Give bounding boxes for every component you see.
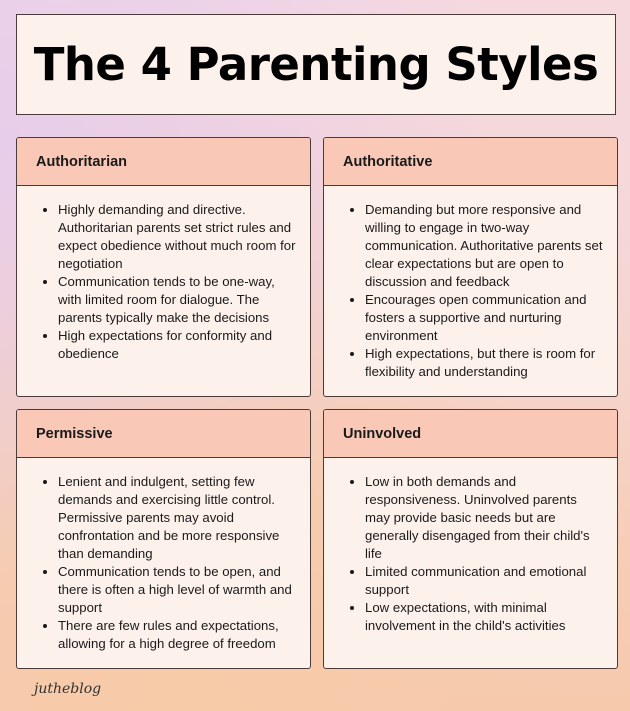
bullet-list bbox=[324, 458, 617, 635]
list-item: • Lenient and indulgent, setting few demands and exercising little control. Permissive parents may avoid confrontation and be more responsive than demanding bbox=[58, 473, 296, 563]
card-permissive bbox=[16, 409, 311, 669]
bullet-list bbox=[17, 458, 310, 653]
bullet-list bbox=[17, 186, 310, 363]
list-item: • High expectations, but there is room for flexibility and understanding bbox=[365, 345, 603, 381]
list-item: • Low expectations, with minimal involvement in the child's activities bbox=[365, 599, 603, 635]
list-item: • Demanding but more responsive and willing to engage in two-way communication. Authoritative parents set clear expectations but are open to discussion and feedback bbox=[365, 201, 603, 291]
list-item: • Encourages open communication and fosters a supportive and nurturing environment bbox=[365, 291, 603, 345]
list-item: • High expectations for conformity and obedience bbox=[58, 327, 296, 363]
list-item: • There are few rules and expectations, allowing for a high degree of freedom bbox=[58, 617, 296, 653]
card-heading: Authoritarian bbox=[17, 138, 310, 186]
list-item: • Communication tends to be one-way, with limited room for dialogue. The parents typically make the decisions bbox=[58, 273, 296, 327]
list-item: • Highly demanding and directive. Authoritarian parents set strict rules and expect obedience without much room for negotiation bbox=[58, 201, 296, 273]
card-uninvolved bbox=[323, 409, 618, 669]
title-banner bbox=[16, 14, 616, 115]
footer-credit: jutheblog bbox=[34, 681, 102, 697]
card-heading: Uninvolved bbox=[324, 410, 617, 458]
bullet-list bbox=[324, 186, 617, 381]
list-item: • Communication tends to be open, and there is often a high level of warmth and support bbox=[58, 563, 296, 617]
card-heading: Authoritative bbox=[324, 138, 617, 186]
card-authoritarian bbox=[16, 137, 311, 397]
card-heading: Permissive bbox=[17, 410, 310, 458]
page-title: The 4 Parenting Styles bbox=[33, 38, 599, 91]
list-item: • Low in both demands and responsiveness. Uninvolved parents may provide basic needs but are generally disengaged from their child's life bbox=[365, 473, 603, 563]
card-authoritative bbox=[323, 137, 618, 397]
list-item: • Limited communication and emotional support bbox=[365, 563, 603, 599]
